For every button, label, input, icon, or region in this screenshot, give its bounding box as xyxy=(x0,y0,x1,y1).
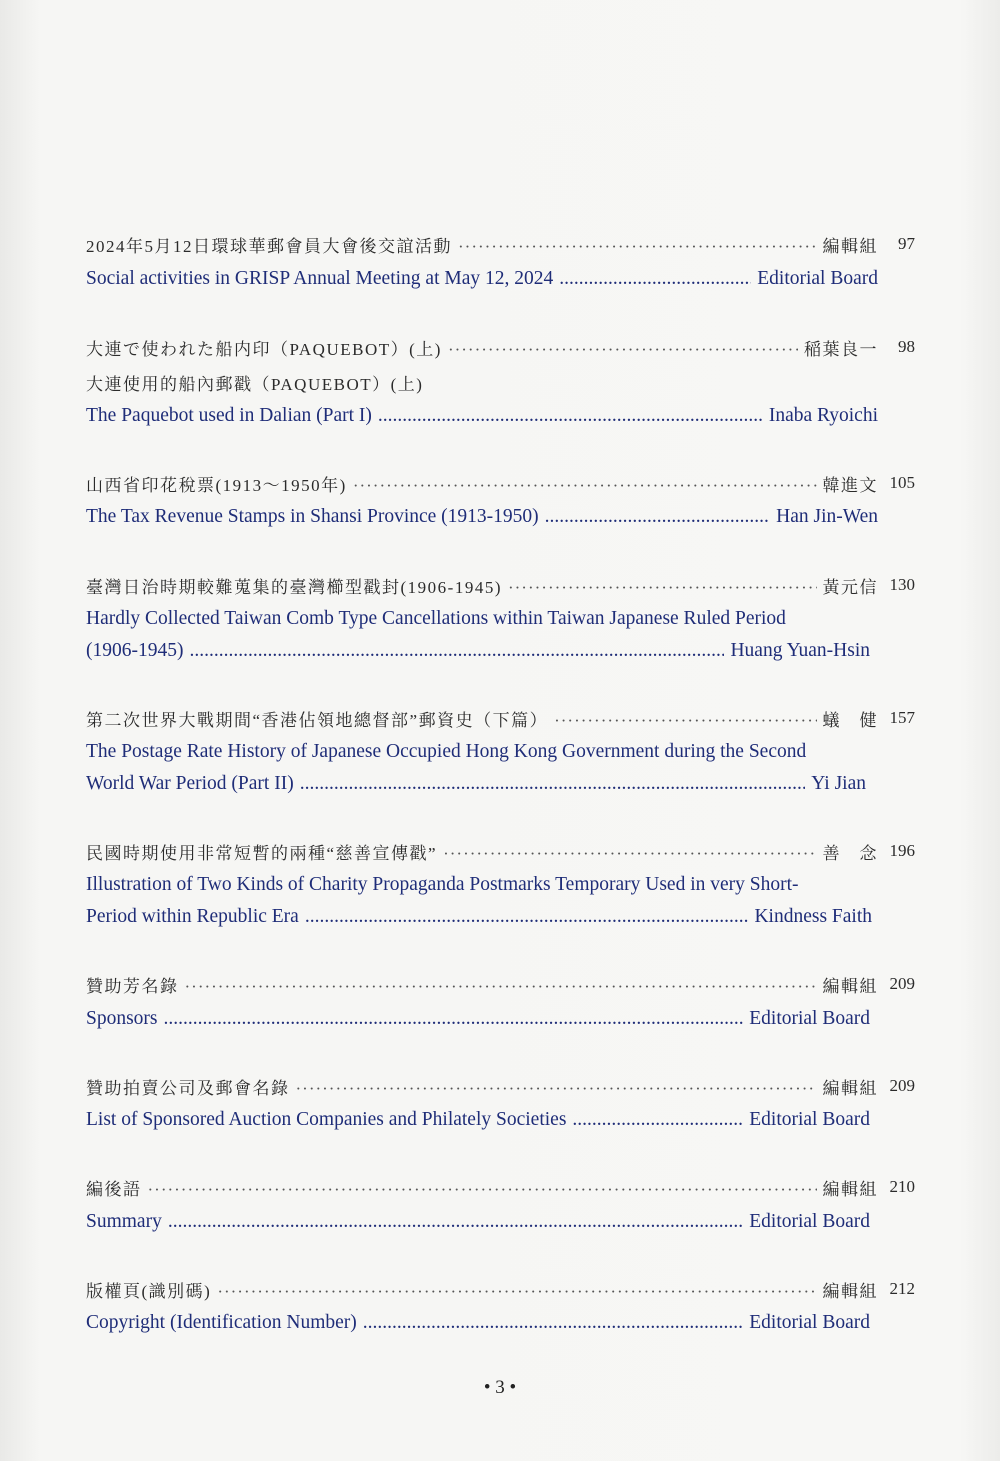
leader-dots xyxy=(296,1079,817,1099)
en-author: Inaba Ryoichi xyxy=(768,405,878,426)
zh-title: 臺灣日治時期較難蒐集的臺灣櫛型戳封(1906-1945) xyxy=(86,578,502,597)
en-author: Kindness Faith xyxy=(754,906,872,927)
zh-title-alt: 大連使用的船內郵戳（PAQUEBOT）(上) xyxy=(86,375,424,394)
leader-dots xyxy=(559,268,751,290)
zh-author: 黃元信 xyxy=(822,578,878,597)
page-footer-number: • 3 • xyxy=(483,1377,517,1398)
toc-entry-zh xyxy=(86,1175,878,1200)
toc-entry-en xyxy=(86,1008,870,1030)
en-title: Hardly Collected Taiwan Comb Type Cancellations within Taiwan Japanese Ruled Period xyxy=(86,608,786,629)
leader-dots xyxy=(378,405,763,427)
page-number: 98 xyxy=(898,337,915,356)
en-author: Yi Jian xyxy=(811,773,866,794)
zh-title: 版權頁(識別碼) xyxy=(86,1282,212,1301)
zh-title: 贊助芳名錄 xyxy=(86,977,179,996)
page-number: 209 xyxy=(889,1076,915,1095)
leader-dots xyxy=(572,1109,743,1131)
zh-author: 編輯組 xyxy=(822,1079,878,1098)
page-number: 196 xyxy=(889,841,915,860)
zh-title: 贊助拍賣公司及郵會名錄 xyxy=(86,1079,290,1098)
toc-entry-en xyxy=(86,268,878,290)
toc-entry-zh xyxy=(86,1074,878,1099)
leader-dots xyxy=(363,1312,743,1334)
toc-entry-zh xyxy=(86,573,878,598)
leader-dots xyxy=(189,640,724,662)
page-number: 212 xyxy=(889,1279,915,1298)
toc-entry-en xyxy=(86,1211,870,1233)
toc-entry-en xyxy=(86,405,878,427)
en-title: Social activities in GRISP Annual Meeting at May 12, 2024 xyxy=(86,268,554,289)
en-title-cont: Period within Republic Era xyxy=(86,906,299,927)
zh-title: 2024年5月12日環球華郵會員大會後交誼活動 xyxy=(86,237,452,256)
toc-entry-en-cont xyxy=(86,773,866,795)
leader-dots xyxy=(508,578,817,598)
leader-dots xyxy=(458,237,817,257)
zh-author: 善 念 xyxy=(822,844,878,863)
leader-dots xyxy=(545,506,770,528)
leader-dots xyxy=(164,1008,744,1030)
toc-entry-en xyxy=(86,874,878,896)
leader-dots xyxy=(448,340,798,360)
en-title: The Postage Rate History of Japanese Occupied Hong Kong Government during the Second xyxy=(86,741,807,762)
en-title-cont: (1906-1945) xyxy=(86,640,184,661)
en-author: Editorial Board xyxy=(749,1008,870,1029)
page-number: 210 xyxy=(889,1177,915,1196)
en-title: Copyright (Identification Number) xyxy=(86,1312,357,1333)
en-title: Sponsors xyxy=(86,1008,158,1029)
toc-entry-zh xyxy=(86,839,878,864)
toc-entry-en-cont xyxy=(86,640,870,662)
zh-title: 山西省印花稅票(1913～1950年) xyxy=(86,476,347,495)
toc-entry-en xyxy=(86,1109,870,1131)
leader-dots xyxy=(185,977,817,997)
page-number: 130 xyxy=(889,575,915,594)
zh-author: 編輯組 xyxy=(822,1180,878,1199)
zh-title: 第二次世界大戰期間“香港佔領地總督部”郵資史（下篇） xyxy=(86,711,549,730)
en-title: List of Sponsored Auction Companies and Philately Societies xyxy=(86,1109,567,1130)
leader-dots xyxy=(217,1282,816,1302)
toc-entry-zh xyxy=(86,335,878,360)
en-author: Han Jin-Wen xyxy=(776,506,878,527)
zh-author: 編輯組 xyxy=(822,237,878,256)
toc-entry-en xyxy=(86,1312,870,1334)
leader-dots xyxy=(554,711,816,731)
leader-dots xyxy=(168,1211,743,1233)
page-number: 97 xyxy=(898,234,915,253)
leader-dots xyxy=(300,773,806,795)
en-title: Illustration of Two Kinds of Charity Propaganda Postmarks Temporary Used in very Short- xyxy=(86,874,799,895)
en-author: Editorial Board xyxy=(749,1211,870,1232)
toc-entry-zh xyxy=(86,232,878,257)
page-number: 105 xyxy=(889,473,915,492)
en-title: Summary xyxy=(86,1211,162,1232)
leader-dots xyxy=(305,906,749,928)
zh-author: 編輯組 xyxy=(822,977,878,996)
toc-entry-en xyxy=(86,741,878,763)
en-author: Editorial Board xyxy=(757,268,878,289)
zh-author: 韓進文 xyxy=(822,476,878,495)
en-title: The Tax Revenue Stamps in Shansi Province (1913-1950) xyxy=(86,506,539,527)
toc-entry-zh-alt xyxy=(86,370,878,395)
zh-author: 編輯組 xyxy=(822,1282,878,1301)
leader-dots xyxy=(353,476,817,496)
toc-entry-en xyxy=(86,506,878,528)
en-author: Editorial Board xyxy=(749,1312,870,1333)
zh-author: 稲葉良一 xyxy=(804,340,878,359)
page-number: 209 xyxy=(889,974,915,993)
en-title-cont: World War Period (Part II) xyxy=(86,773,294,794)
zh-title: 編後語 xyxy=(86,1180,142,1199)
leader-dots xyxy=(148,1180,817,1200)
toc-entry-zh xyxy=(86,972,878,997)
en-author: Editorial Board xyxy=(749,1109,870,1130)
en-author: Huang Yuan-Hsin xyxy=(730,640,870,661)
en-title: The Paquebot used in Dalian (Part I) xyxy=(86,405,372,426)
toc-entry-en xyxy=(86,608,878,630)
toc-entry-zh xyxy=(86,471,878,496)
toc-entry-zh xyxy=(86,1277,878,1302)
zh-title: 民國時期使用非常短暫的兩種“慈善宣傳戳” xyxy=(86,844,438,863)
toc-entry-zh xyxy=(86,706,878,731)
zh-author: 蟻 健 xyxy=(822,711,878,730)
page-number: 157 xyxy=(889,708,915,727)
toc-entry-en-cont xyxy=(86,906,872,928)
zh-title: 大連で使われた船内印（PAQUEBOT）(上) xyxy=(86,340,442,359)
leader-dots xyxy=(443,844,816,864)
